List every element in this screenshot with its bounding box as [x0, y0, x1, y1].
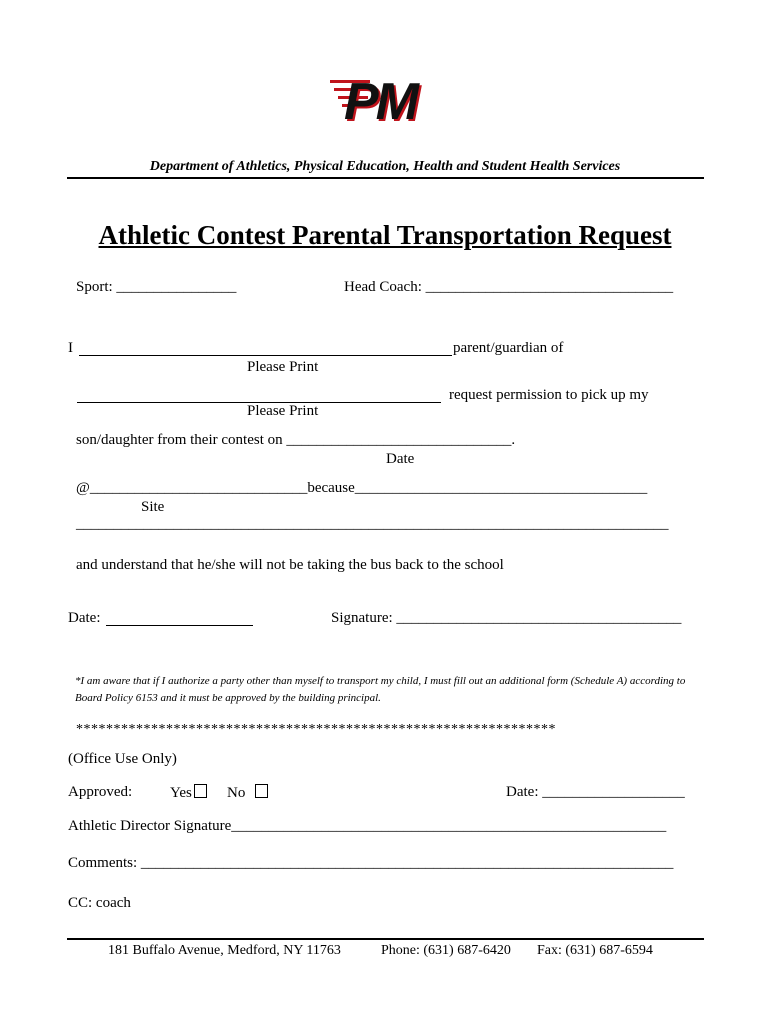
site-label: Site — [141, 499, 165, 515]
logo-text: PM — [344, 73, 416, 131]
date-signature-label: Date: — [68, 610, 101, 626]
date-line[interactable] — [106, 611, 253, 626]
athletic-director-signature-field[interactable]: Athletic Director Signature__________________________________________________________ — [68, 818, 667, 834]
i-prefix: I — [68, 340, 73, 356]
understanding-statement: and understand that he/she will not be taking the bus back to the school — [76, 557, 504, 573]
approved-label: Approved: — [68, 784, 133, 800]
no-option[interactable] — [227, 784, 268, 802]
office-date-field[interactable]: Date: ___________________ — [506, 784, 685, 800]
parent-name-line[interactable] — [79, 341, 452, 356]
footer-phone: Phone: (631) 687-6420 — [381, 943, 511, 958]
yes-label: Yes — [170, 785, 192, 801]
contest-date-field[interactable]: son/daughter from their contest on ______________________________. — [76, 432, 516, 448]
cc-coach: CC: coach — [68, 895, 131, 911]
parent-guardian-label: parent/guardian of — [453, 340, 564, 356]
authorization-footnote: *I am aware that if I authorize a party other than myself to transport my child, I must fill out an additional form (Schedule A) according to Board Policy 6153 and it must be approved by the building principal. — [75, 675, 686, 704]
no-label: No — [227, 785, 246, 801]
yes-option[interactable] — [170, 784, 207, 802]
signature-field[interactable]: Signature: ______________________________________ — [331, 610, 682, 626]
header-divider — [67, 177, 704, 179]
office-use-heading: (Office Use Only) — [68, 751, 177, 767]
footer-fax: Fax: (631) 687-6594 — [537, 943, 653, 958]
comments-field[interactable]: Comments: _______________________________________________________________________ — [68, 855, 674, 871]
date-label: Date — [386, 451, 415, 467]
page-title: Athletic Contest Parental Transportation Request — [98, 220, 672, 250]
department-heading: Department of Athletics, Physical Education, Health and Student Health Services — [149, 159, 621, 174]
footer-divider — [67, 938, 704, 940]
please-print-label: Please Print — [247, 359, 319, 375]
request-permission-label: request permission to pick up my — [449, 387, 649, 403]
yes-checkbox[interactable] — [194, 784, 207, 798]
head-coach-field[interactable]: Head Coach: _________________________________ — [344, 279, 674, 295]
no-checkbox[interactable] — [255, 784, 268, 798]
site-because-field[interactable]: @_____________________________because_______________________________________ — [76, 480, 648, 496]
please-print-label: Please Print — [247, 403, 319, 419]
sport-field[interactable]: Sport: ________________ — [76, 279, 237, 295]
separator-stars: **************************************************************** — [76, 722, 556, 737]
student-name-line[interactable] — [77, 388, 441, 403]
reason-continuation-line[interactable]: _______________________________________________________________________________ — [76, 516, 669, 532]
pm-logo — [330, 73, 442, 131]
footer-address: 181 Buffalo Avenue, Medford, NY 11763 — [108, 943, 341, 958]
